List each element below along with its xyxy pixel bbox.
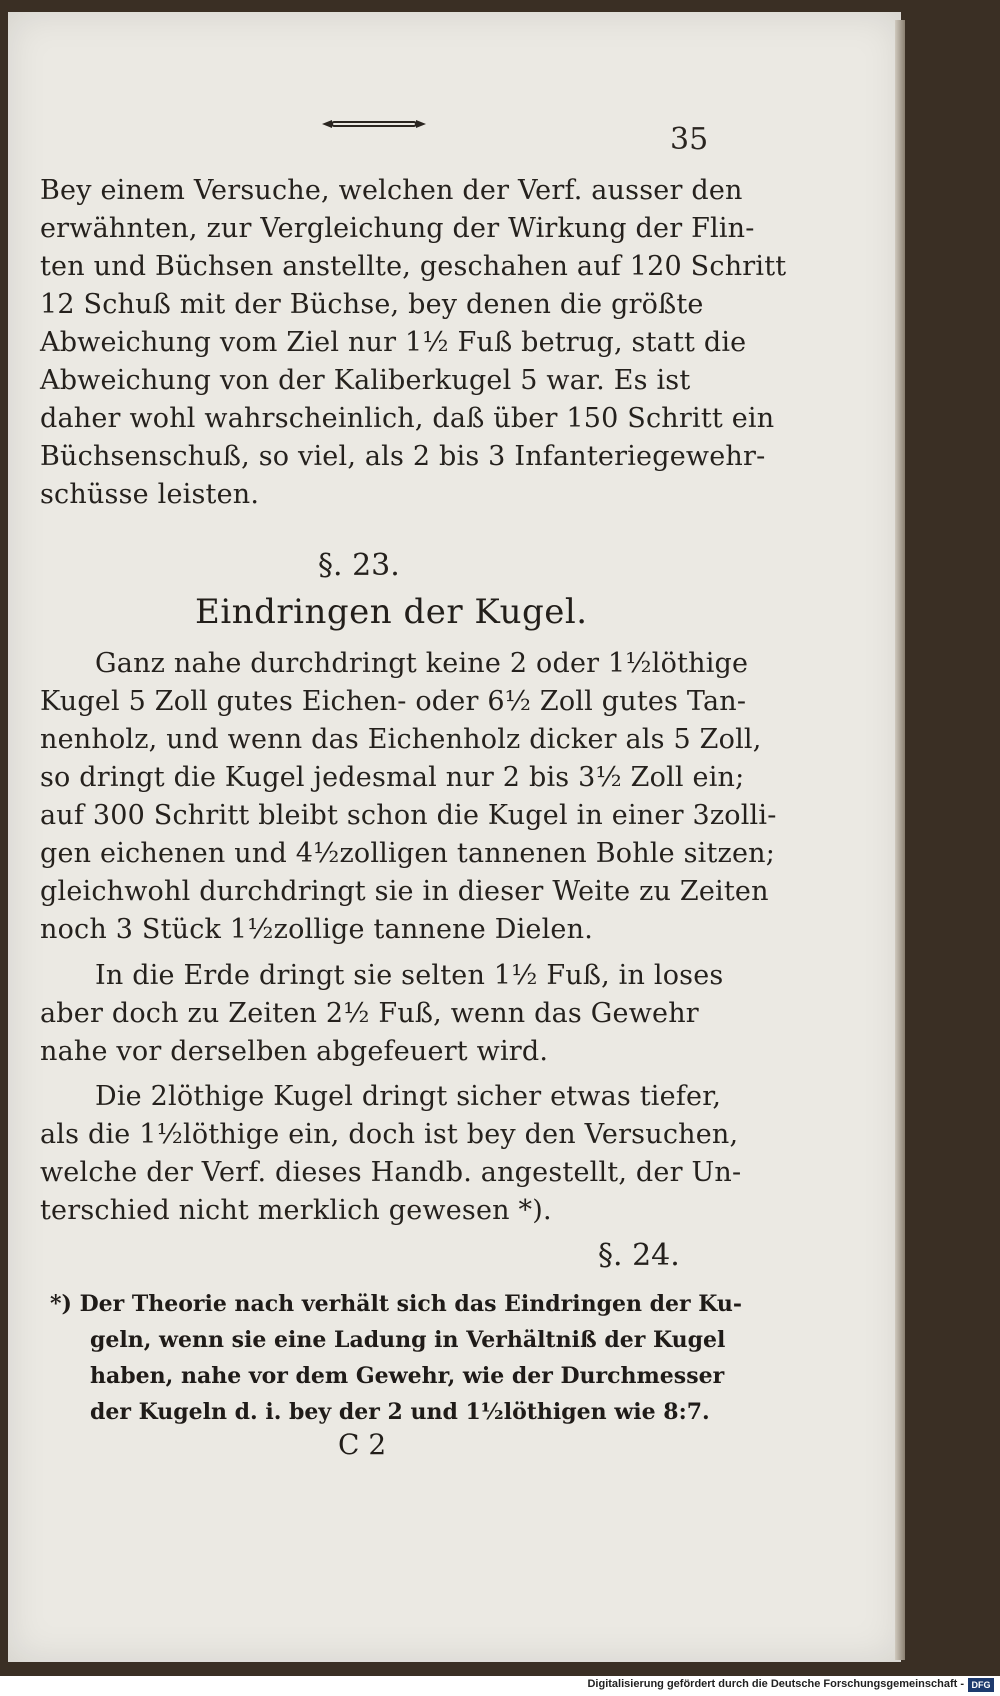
text-line: 12 Schuß mit der Büchse, bey denen die größte — [40, 289, 704, 320]
text-line: Bey einem Versuche, welchen der Verf. ausser den — [40, 175, 743, 206]
text-line: Abweichung vom Ziel nur 1½ Fuß betrug, statt die — [40, 327, 747, 358]
paragraph-2 — [40, 645, 777, 949]
text-line: Die 2löthige Kugel dringt sicher etwas tiefer, — [95, 1081, 722, 1112]
footnote-line: geln, wenn sie eine Ladung in Verhältniß der Kugel — [90, 1327, 726, 1353]
text-line: In die Erde dringt sie selten 1½ Fuß, in loses — [95, 960, 724, 991]
text-line: daher wohl wahrscheinlich, daß über 150 Schritt ein — [40, 403, 775, 434]
text-line: gleichwohl durchdringt sie in dieser Weite zu Zeiten — [40, 876, 769, 907]
text-line: ten und Büchsen anstellte, geschahen auf 120 Schritt — [40, 251, 787, 282]
text-line: noch 3 Stück 1½zollige tannene Dielen. — [40, 914, 593, 945]
text-line: erwähnten, zur Vergleichung der Wirkung der Flin- — [40, 213, 755, 244]
text-line: Abweichung von der Kaliberkugel 5 war. Es ist — [40, 365, 691, 396]
signature-mark: C 2 — [338, 1428, 387, 1461]
text-line: schüsse leisten. — [40, 479, 260, 510]
text-line: Kugel 5 Zoll gutes Eichen- oder 6½ Zoll gutes Tan- — [40, 686, 747, 717]
paragraph-1 — [40, 172, 787, 514]
page-number: 35 — [670, 122, 709, 157]
page-edge — [895, 20, 905, 1660]
paragraph-4 — [40, 1078, 742, 1230]
text-line: so dringt die Kugel jedesmal nur 2 bis 3½ Zoll ein; — [40, 762, 745, 793]
footnote-line: der Kugeln d. i. bey der 2 und 1½löthigen wie 8:7. — [90, 1399, 710, 1425]
text-line: nenholz, und wenn das Eichenholz dicker als 5 Zoll, — [40, 724, 762, 755]
text-line: als die 1½löthige ein, doch ist bey den Versuchen, — [40, 1119, 739, 1150]
text-line: Ganz nahe durchdringt keine 2 oder 1½löthige — [95, 648, 749, 679]
digitization-credit: Digitalisierung gefördert durch die Deutsche Forschungsgemeinschaft - — [587, 1678, 964, 1690]
footnote — [50, 1286, 742, 1430]
text-line: auf 300 Schritt bleibt schon die Kugel in einer 3zolli- — [40, 800, 777, 831]
section-24-number: §. 24. — [598, 1238, 680, 1273]
section-23-number: §. 23. — [318, 548, 400, 583]
dfg-logo-icon: DFG — [968, 1678, 994, 1692]
footnote-line: haben, nahe vor dem Gewehr, wie der Durchmesser — [90, 1363, 725, 1389]
text-line: terschied nicht merklich gewesen *). — [40, 1195, 552, 1226]
text-line: Büchsenschuß, so viel, als 2 bis 3 Infanteriegewehr- — [40, 441, 766, 472]
footnote-line: *) Der Theorie nach verhält sich das Eindringen der Ku- — [50, 1291, 742, 1317]
decorative-rule-icon — [318, 118, 430, 130]
text-line: aber doch zu Zeiten 2½ Fuß, wenn das Gewehr — [40, 998, 699, 1029]
paragraph-3 — [40, 957, 724, 1071]
text-line: welche der Verf. dieses Handb. angestellt, der Un- — [40, 1157, 742, 1188]
text-line: nahe vor derselben abgefeuert wird. — [40, 1036, 549, 1067]
text-line: gen eichenen und 4½zolligen tannenen Bohle sitzen; — [40, 838, 776, 869]
section-23-title: Eindringen der Kugel. — [195, 592, 588, 632]
